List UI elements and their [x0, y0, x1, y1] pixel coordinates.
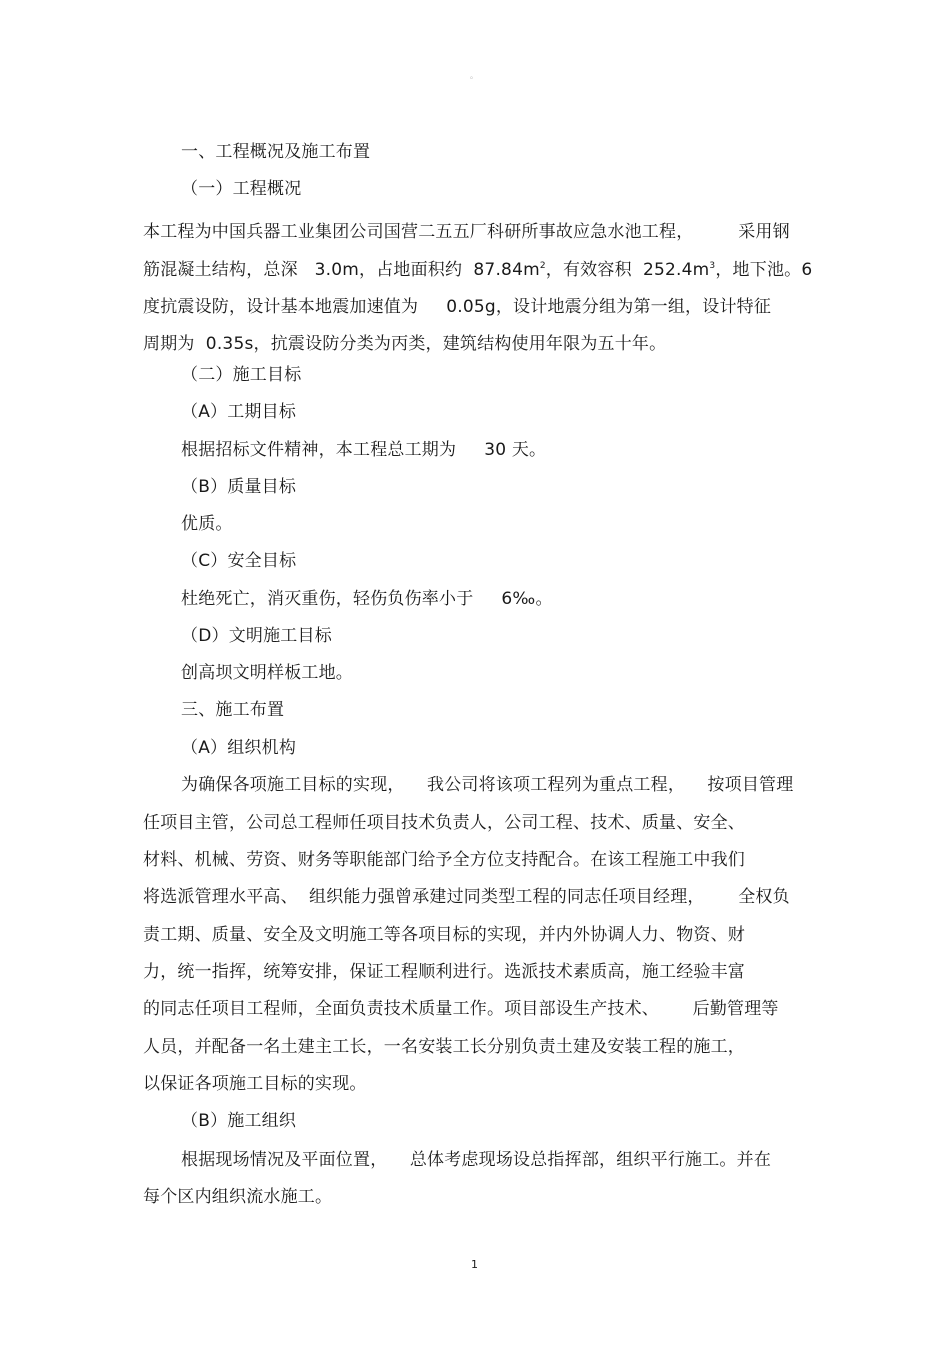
goal-text: 创高坝文明样板工地。 [181, 663, 353, 683]
goal-text: 杜绝死亡，消灭重伤，轻伤负伤率小于 6‰。 [181, 589, 553, 609]
paragraph-line: 周期为 0.35s，抗震设防分类为丙类，建筑结构使用年限为五十年。 [143, 334, 667, 354]
goal-text: 根据招标文件精神，本工程总工期为 30 天。 [181, 440, 547, 460]
paragraph-line: 责工期、质量、安全及文明施工等各项目标的实现，并内外协调人力、物资、财 [143, 925, 745, 945]
paragraph-line: 将选派管理水平高、 组织能力强曾承建过同类型工程的同志任项目经理， 全权负 [143, 887, 790, 907]
subheading-overview: （一）工程概况 [181, 179, 302, 199]
paragraph-line: 为确保各项施工目标的实现， 我公司将该项工程列为重点工程， 按项目管理 [181, 775, 794, 795]
header-mark: 。 [470, 71, 478, 80]
paragraph-line: 本工程为中国兵器工业集团公司国营二五五厂科研所事故应急水池工程， 采用钢 [143, 222, 790, 242]
paragraph-line: 任项目主管，公司总工程师任项目技术负责人，公司工程、技术、质量、安全、 [143, 813, 745, 833]
paragraph-line: 人员，并配备一名土建主工长，一名安装工长分别负责土建及安装工程的施工， [143, 1037, 745, 1057]
page-number: 1 [471, 1258, 478, 1271]
subheading-construction-org: （B）施工组织 [181, 1111, 297, 1131]
paragraph-line: 力，统一指挥，统筹安排，保证工程顺利进行。选派技术素质高，施工经验丰富 [143, 962, 745, 982]
heading-1: 一、工程概况及施工布置 [181, 142, 371, 162]
subheading-organization: （A）组织机构 [181, 738, 297, 758]
paragraph-line: 材料、机械、劳资、财务等职能部门给予全方位支持配合。在该工程施工中我们 [143, 850, 745, 870]
subheading-goals: （二）施工目标 [181, 365, 302, 385]
goal-heading: （C）安全目标 [181, 551, 297, 571]
goal-heading: （A）工期目标 [181, 402, 297, 422]
paragraph-line: 根据现场情况及平面位置， 总体考虑现场设总指挥部，组织平行施工。并在 [181, 1150, 772, 1170]
paragraph-line: 的同志任项目工程师，全面负责技术质量工作。项目部设生产技术、 后勤管理等 [143, 999, 779, 1019]
heading-3: 三、施工布置 [181, 700, 285, 720]
paragraph-line: 筋混凝土结构，总深 3.0m，占地面积约 $87.84m^2$，有效容积 $252.4m^3$，地下池。6 [143, 260, 813, 280]
goal-heading: （D）文明施工目标 [181, 626, 332, 646]
paragraph-line: 以保证各项施工目标的实现。 [143, 1074, 367, 1094]
goal-heading: （B）质量目标 [181, 477, 297, 497]
paragraph-line: 度抗震设防，设计基本地震加速值为 0.05g，设计地震分组为第一组，设计特征 [143, 297, 772, 317]
goal-text: 优质。 [181, 514, 233, 534]
paragraph-line: 每个区内组织流水施工。 [143, 1187, 333, 1207]
